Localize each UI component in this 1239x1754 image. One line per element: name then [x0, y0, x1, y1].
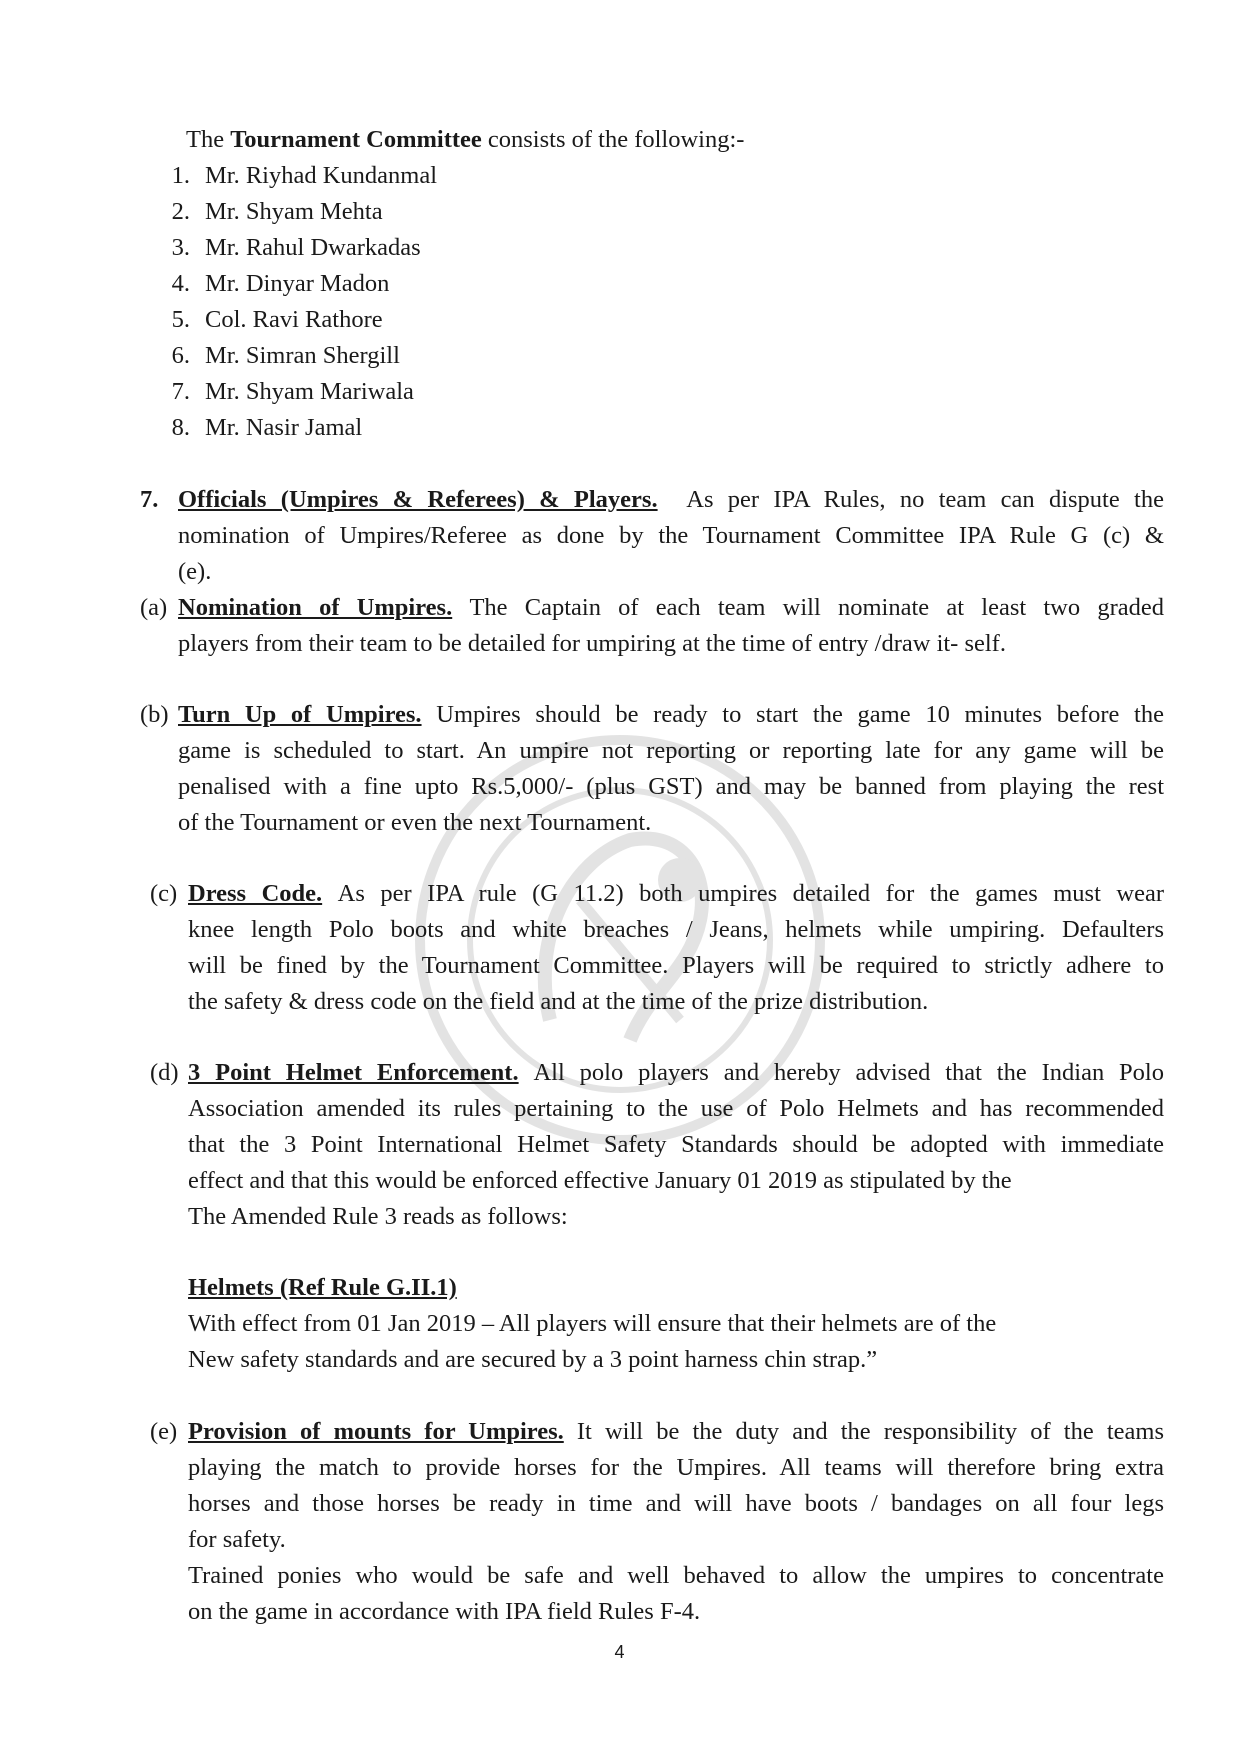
list-number: 3. — [171, 234, 190, 261]
item-label: (c) — [150, 880, 178, 907]
item-label: (e) — [150, 1418, 178, 1445]
section-number: 7. — [140, 486, 159, 513]
committee-name: Tournament Committee — [230, 126, 482, 153]
item-line: the safety & dress code on the field and at the time of the prize distribution. — [188, 988, 929, 1015]
list-item: Mr. Shyam Mariwala — [205, 378, 414, 405]
item-a-first-line — [178, 592, 1164, 624]
item-c-first-line — [188, 878, 1164, 910]
item-text: It will be the duty and the responsibility of the teams — [576, 1418, 1164, 1445]
item-d-first-line — [188, 1057, 1164, 1089]
section-heading: Officials (Umpires & Referees) & Players. — [178, 486, 658, 513]
intro-text: The — [186, 126, 231, 153]
item-heading: Dress Code. — [188, 880, 323, 907]
list-item: Mr. Nasir Jamal — [205, 414, 363, 441]
sub-line: New safety standards and are secured by a 3 point harness chin strap.” — [188, 1346, 878, 1373]
item-line: playing the match to provide horses for the Umpires. All teams will therefore bring extra — [188, 1454, 1164, 1481]
list-item: Mr. Shyam Mehta — [205, 198, 383, 225]
list-number: 1. — [171, 162, 190, 189]
item-line: that the 3 Point International Helmet Safety Standards should be adopted with immediate — [188, 1131, 1164, 1158]
list-item: Mr. Rahul Dwarkadas — [205, 234, 421, 261]
item-label: (d) — [150, 1059, 179, 1086]
item-heading: Nomination of Umpires. — [178, 594, 453, 621]
list-number: 2. — [171, 198, 190, 225]
item-line: for safety. — [188, 1526, 286, 1553]
intro-text-end: consists of the following:- — [481, 126, 745, 153]
item-line: on the game in accordance with IPA field Rules F-4. — [188, 1598, 701, 1625]
item-text: The Captain of each team will nominate at least two graded — [469, 594, 1164, 621]
item-line: will be fined by the Tournament Committee. Players will be required to strictly adhere to — [188, 952, 1164, 979]
page-number: 4 — [614, 1642, 625, 1662]
section7-line: (e). — [178, 558, 212, 585]
item-label: (b) — [140, 701, 169, 728]
item-line: The Amended Rule 3 reads as follows: — [188, 1203, 568, 1230]
list-number: 8. — [171, 414, 190, 441]
list-number: 7. — [171, 378, 190, 405]
item-text: All polo players and hereby advised that the Indian Polo — [533, 1059, 1164, 1086]
item-line: Association amended its rules pertaining to the use of Polo Helmets and has recommended — [188, 1095, 1164, 1122]
list-item: Col. Ravi Rathore — [205, 306, 383, 333]
committee-intro — [186, 124, 744, 156]
item-line: of the Tournament or even the next Tournament. — [178, 809, 652, 836]
item-line: Trained ponies who would be safe and well behaved to allow the umpires to concentrate — [188, 1562, 1164, 1589]
item-text: As per IPA rule (G 11.2) both umpires detailed for the games must wear — [337, 880, 1165, 907]
sub-heading: Helmets (Ref Rule G.II.1) — [188, 1274, 457, 1301]
section7-text: As per IPA Rules, no team can dispute the — [686, 486, 1164, 513]
item-e-first-line — [188, 1416, 1164, 1448]
item-label: (a) — [140, 594, 168, 621]
item-line: penalised with a fine upto Rs.5,000/- (plus GST) and may be banned from playing the rest — [178, 773, 1164, 800]
list-item: Mr. Riyhad Kundanmal — [205, 162, 438, 189]
list-number: 5. — [171, 306, 190, 333]
item-heading: Turn Up of Umpires. — [178, 701, 422, 728]
list-item: Mr. Dinyar Madon — [205, 270, 390, 297]
item-line: effect and that this would be enforced effective January 01 2019 as stipulated by the — [188, 1167, 1012, 1194]
section7-first-line — [178, 484, 1164, 516]
list-item: Mr. Simran Shergill — [205, 342, 400, 369]
sub-line: With effect from 01 Jan 2019 – All players will ensure that their helmets are of the — [188, 1310, 997, 1337]
item-line: game is scheduled to start. An umpire not reporting or reporting late for any game will be — [178, 737, 1164, 764]
item-b-first-line — [178, 699, 1164, 731]
item-line: knee length Polo boots and white breaches / Jeans, helmets while umpiring. Defaulters — [188, 916, 1164, 943]
item-heading: Provision of mounts for Umpires. — [188, 1418, 564, 1445]
list-number: 4. — [171, 270, 190, 297]
section7-line: nomination of Umpires/Referee as done by the Tournament Committee IPA Rule G (c) & — [178, 522, 1164, 549]
list-number: 6. — [171, 342, 190, 369]
item-line: horses and those horses be ready in time and will have boots / bandages on all four legs — [188, 1490, 1164, 1517]
item-line: players from their team to be detailed for umpiring at the time of entry /draw it- self. — [178, 630, 1006, 657]
item-text: Umpires should be ready to start the game 10 minutes before the — [436, 701, 1164, 728]
item-heading: 3 Point Helmet Enforcement. — [188, 1059, 519, 1086]
